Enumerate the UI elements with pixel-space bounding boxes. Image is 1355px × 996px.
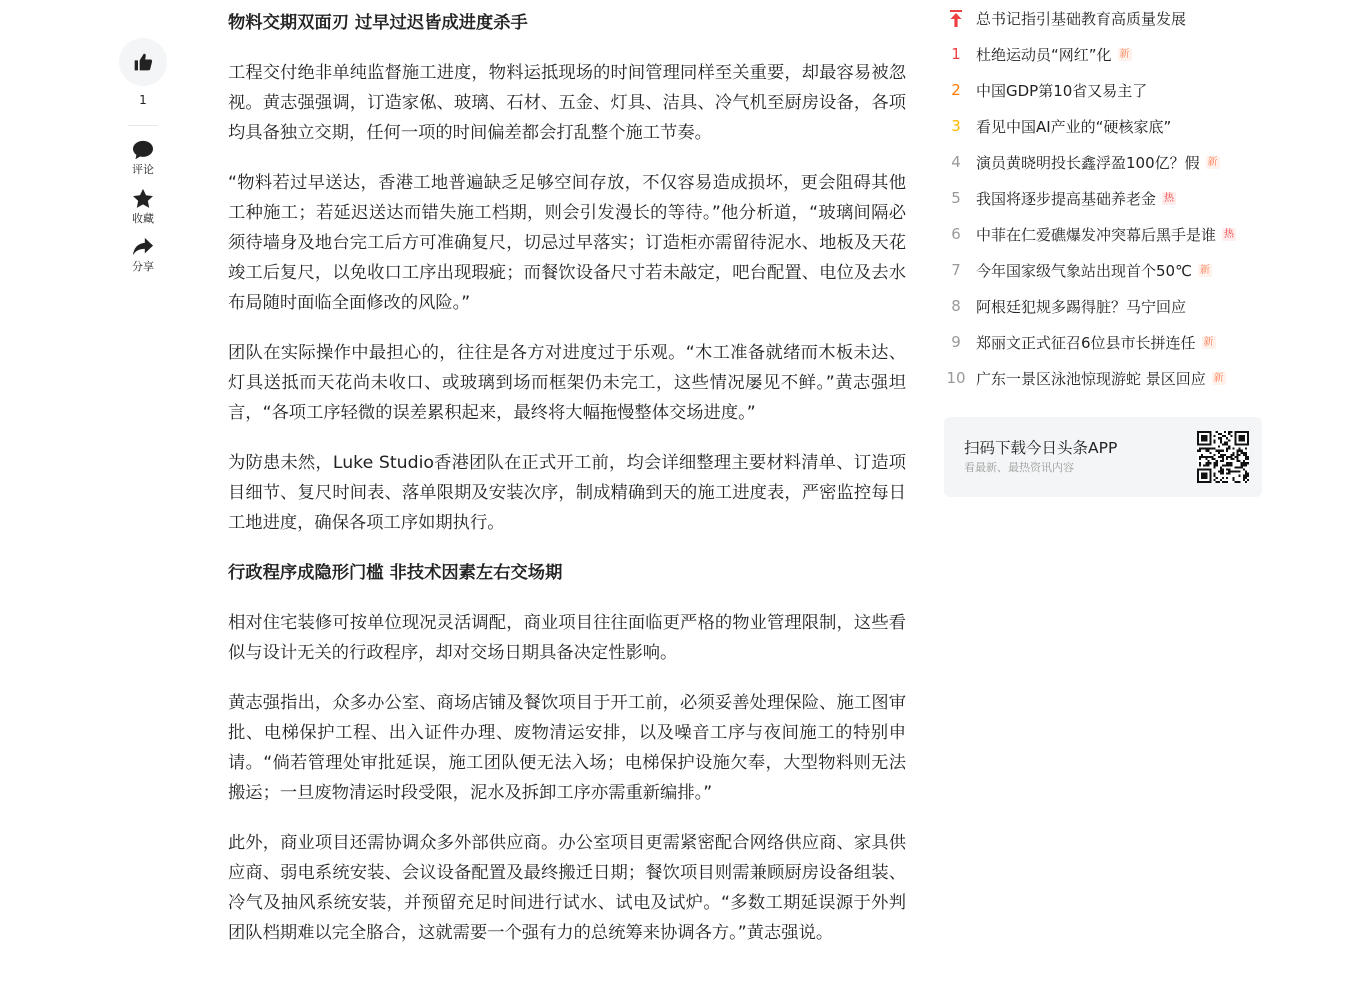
hot-item-title: 我国将逐步提高基础养老金 [976,189,1157,208]
download-title: 扫码下载今日头条APP [964,439,1118,457]
hot-item-title: 中菲在仁爱礁爆发冲突幕后黑手是谁 [976,225,1217,244]
hot-item[interactable] [944,324,1274,360]
hot-item-rank: 6 [951,225,961,243]
hot-badge: 热 [1164,192,1175,204]
section-heading: 物料交期双面刃 过早过迟皆成进度杀手 [228,13,528,33]
app-download-card[interactable] [944,417,1262,497]
hot-item-rank: 9 [951,333,961,351]
article-paragraph: 此外，商业项目还需协调众多外部供应商。办公室项目更需紧密配合网络供应商、家具供应商、弱电系统安装、会议设备配置及最终搬迁日期；餐饮项目则需兼顾厨房设备组装、冷气及抽风系统安装，并预留充足时间进行试水、试电及试炉。“多数工期延误源于外判团队档期难以完全胳合，这就需要一个强有力的总统筹来协调各方。”黄志强说。 [228,833,906,943]
hot-item[interactable] [944,288,1274,324]
new-badge: 新 [1119,48,1130,60]
new-badge: 新 [1207,156,1218,168]
favorite-label: 收藏 [132,212,154,225]
hot-item-title: 看见中国AI产业的“硬核家底” [976,117,1172,136]
favorite-button[interactable] [132,188,154,226]
hot-item[interactable] [944,144,1274,180]
section-heading: 行政程序成隐形门槛 非技术因素左右交场期 [228,563,563,583]
hot-list [944,0,1274,396]
thumbs-up-icon [133,52,153,72]
hot-item[interactable] [944,36,1274,72]
article-paragraph: 黄志强指出，众多办公室、商场店铺及餐饮项目于开工前，必须妥善处理保险、施工图审批、电梯保护工程、出入证件办理、废物清运安排，以及噪音工序与夜间施工的特别申请。“倘若管理处审批延误，施工团队便无法入场；电梯保护设施欠奉，大型物料则无法搬运；一旦废物清运时段受限，泥水及拆卸工序亦需重新编排。” [228,693,906,803]
hot-item-title: 演员黄晓明投长鑫浮盈100亿？假 [976,153,1200,172]
article-body [228,8,906,968]
hot-item-rank: 7 [951,261,961,279]
article-paragraph: 相对住宅装修可按单位现况灵活调配，商业项目往往面临更严格的物业管理限制，这些看似与设计无关的行政程序，却对交场日期具备决定性影响。 [228,613,906,663]
new-badge: 新 [1199,264,1210,276]
hot-item-rank: 10 [946,369,966,387]
share-label: 分享 [132,260,154,273]
hot-item-title: 广东一景区泳池惊现游蛇 景区回应 [976,369,1206,388]
hot-item-rank: 2 [951,81,961,99]
hot-item-title: 今年国家级气象站出现首个50℃ [976,261,1192,280]
hot-item[interactable] [944,216,1274,252]
hot-item-title: 总书记指引基础教育高质量发展 [976,9,1187,28]
article-paragraph: “物料若过早送达，香港工地普遍缺乏足够空间存放，不仅容易造成损坏，更会阻碍其他工种施工；若延迟送达而错失施工档期，则会引发漫长的等待。”他分析道，“玻璃间隔必须待墙身及地台完工后方可准确复尺，切忌过早落实；订造柜亦需留待泥水、地板及天花竣工后复尺，以免收口工序出现瑕疵；而餐饮设备尺寸若未敲定，吧台配置、电位及去水布局随时面临全面修改的风险。” [228,173,906,313]
like-button[interactable] [119,38,167,86]
hot-item-title: 杜绝运动员“网红”化 [976,45,1112,64]
article-paragraph: 团队在实际操作中最担心的，往往是各方对进度过于乐观。“木工准备就绪而木板未达、灯具送抵而天花尚未收口、或玻璃到场而框架仍未完工，这些情况屡见不鲜。”黄志强坦言，“各项工序轻微的误差累积起来，最终将大幅拖慢整体交场进度。” [228,343,906,423]
article-paragraph: 工程交付绝非单纯监督施工进度，物料运抵现场的时间管理同样至关重要，却最容易被忽视。黄志强强调，订造家俬、玻璃、石材、五金、灯具、洁具、冷气机至厨房设备，各项均具备独立交期，任何一项的时间偏差都会打乱整个施工节奏。 [228,63,906,143]
like-count: 1 [139,93,147,107]
pin-top-icon [944,9,968,27]
qr-code-icon [1197,431,1249,483]
hot-item-rank: 8 [951,297,961,315]
article-action-rail [112,38,174,285]
share-arrow-icon [132,237,154,257]
rail-divider [128,125,158,126]
comment-bubble-icon [132,140,154,160]
hot-item-pinned[interactable] [944,0,1274,36]
hot-item[interactable] [944,72,1274,108]
hot-item-title: 阿根廷犯规多踢得脏？马宁回应 [976,297,1187,316]
comment-button[interactable] [132,140,154,177]
hot-item-rank: 1 [951,45,961,63]
hot-badge: 热 [1224,228,1235,240]
hot-item-rank: 3 [951,117,961,135]
hot-item[interactable] [944,108,1274,144]
hot-item-title: 郑丽文正式征召6位县市长拼连任 [976,333,1196,352]
download-subtitle: 看最新、最热资讯内容 [964,461,1074,474]
hot-item-rank: 4 [951,153,961,171]
comment-label: 评论 [132,163,154,176]
star-icon [132,188,154,209]
hot-item[interactable] [944,360,1274,396]
hot-item[interactable] [944,180,1274,216]
share-button[interactable] [132,237,154,274]
new-badge: 新 [1213,372,1224,384]
article-paragraph: 为防患未然，Luke Studio香港团队在正式开工前，均会详细整理主要材料清单、订造项目细节、复尺时间表、落单限期及安装次序，制成精确到天的施工进度表，严密监控每日工地进度，确保各项工序如期执行。 [228,453,906,533]
hot-item-title: 中国GDP第10省又易主了 [976,81,1148,100]
hot-item-rank: 5 [951,189,961,207]
hot-item[interactable] [944,252,1274,288]
new-badge: 新 [1203,336,1214,348]
